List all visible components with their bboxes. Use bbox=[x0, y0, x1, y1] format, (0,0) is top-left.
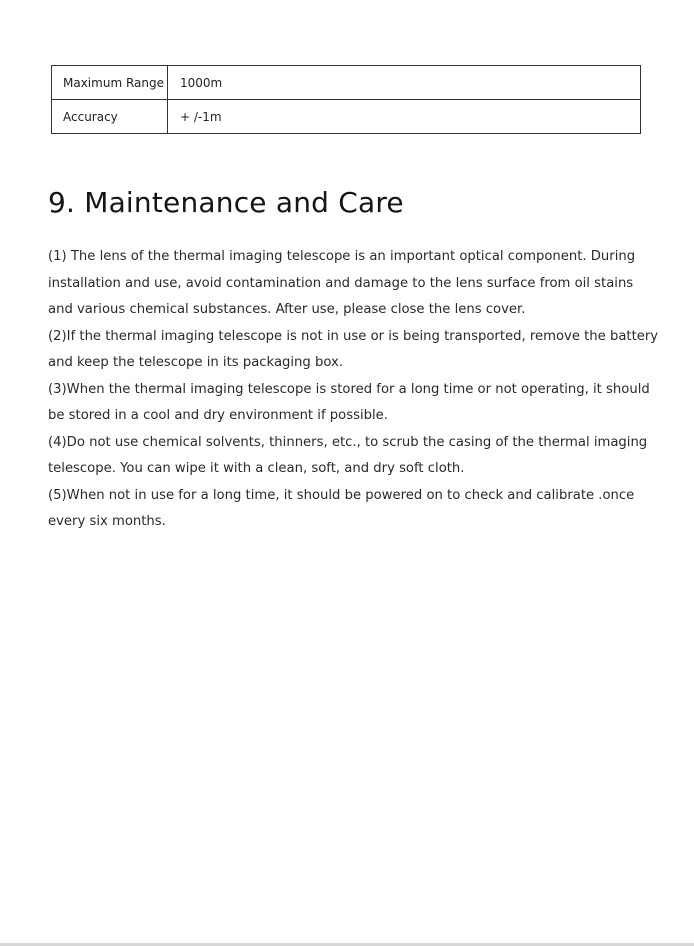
specifications-table bbox=[51, 65, 641, 134]
instruction-paragraph: (5)When not in use for a long time, it should be powered on to check and calibrate .once every six months. bbox=[48, 487, 635, 529]
spec-value: 1000m bbox=[168, 66, 641, 100]
table-row bbox=[52, 100, 641, 134]
maintenance-instructions bbox=[48, 244, 660, 536]
instruction-paragraph: (3)When the thermal imaging telescope is stored for a long time or not operating, it should be stored in a cool and dry environment if possible. bbox=[48, 381, 650, 423]
instruction-paragraph: (1) The lens of the thermal imaging telescope is an important optical component. During installation and use, avoid contamination and damage to the lens surface from oil stains and various chemical substances. After use, please close the lens cover. bbox=[48, 249, 636, 317]
instruction-paragraph: (2)If the thermal imaging telescope is not in use or is being transported, remove the battery and keep the telescope in its packaging box. bbox=[48, 328, 659, 370]
table-row bbox=[52, 66, 641, 100]
spec-value: + /-1m bbox=[168, 100, 641, 134]
spec-label: Maximum Range bbox=[52, 66, 168, 100]
spec-label: Accuracy bbox=[52, 100, 168, 134]
instruction-paragraph: (4)Do not use chemical solvents, thinners, etc., to scrub the casing of the thermal imaging telescope. You can wipe it with a clean, soft, and dry soft cloth. bbox=[48, 434, 648, 476]
section-heading: 9. Maintenance and Care bbox=[48, 186, 404, 219]
